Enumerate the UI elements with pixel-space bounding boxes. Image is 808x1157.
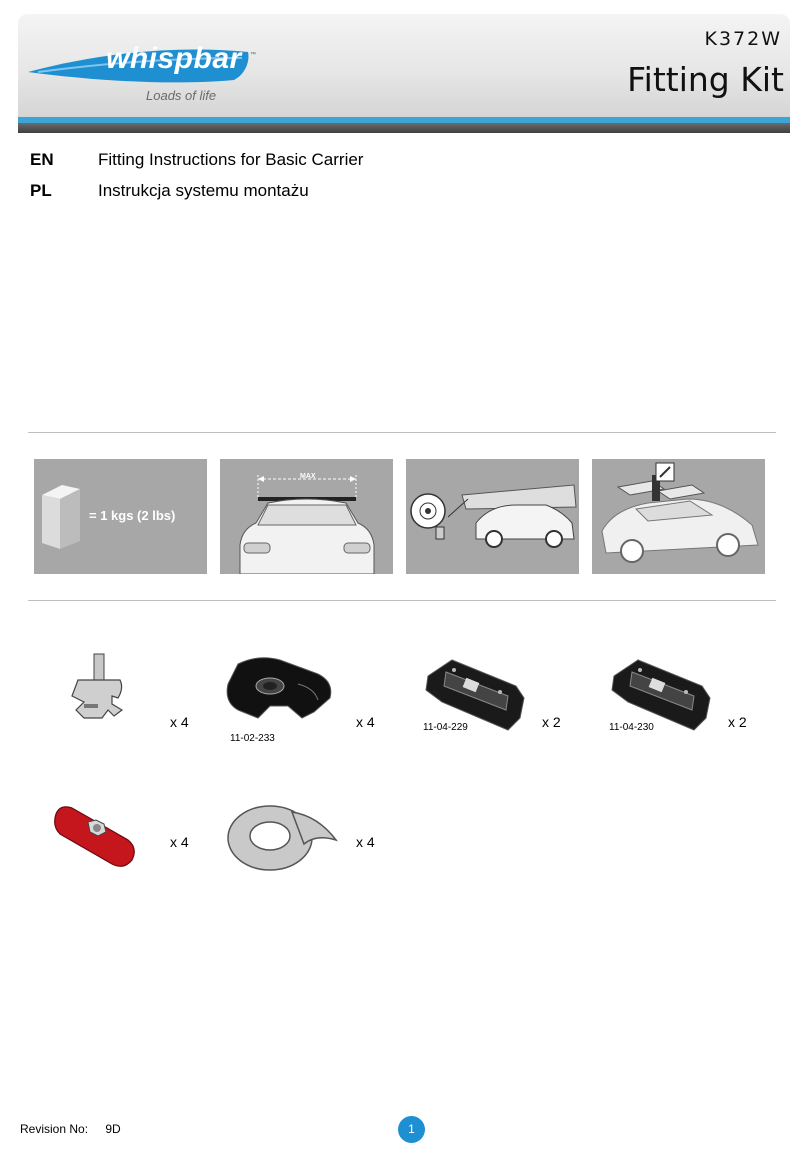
page-number: 1 xyxy=(398,1116,425,1143)
kit-title: Fitting Kit xyxy=(627,60,784,99)
divider xyxy=(28,600,776,601)
kit-code: K372W xyxy=(704,28,782,50)
roof-load-panel xyxy=(592,459,765,574)
language-code: PL xyxy=(30,181,52,200)
revision-info xyxy=(20,1122,121,1136)
car-roof-load-icon xyxy=(592,459,765,574)
part-qty: x 4 xyxy=(170,834,189,850)
weight-panel xyxy=(34,459,207,574)
part-number: 11-02-233 xyxy=(230,733,275,744)
weight-label: = 1 kgs (2 lbs) xyxy=(89,508,176,523)
brand-wordmark: whispbar xyxy=(106,42,242,75)
part-qty: x 2 xyxy=(542,714,561,730)
part-number: 11-04-230 xyxy=(609,722,654,733)
car-front-icon xyxy=(220,459,393,574)
part-qty: x 4 xyxy=(170,714,189,730)
revision-value: 9D xyxy=(105,1122,121,1136)
max-label: MAX xyxy=(300,473,316,480)
red-cover-nut-icon xyxy=(50,800,140,872)
washer-tab-icon xyxy=(222,800,346,876)
brand-tagline: Loads of life xyxy=(146,88,217,103)
part-number: 11-04-229 xyxy=(423,722,468,733)
car-load-strap-icon xyxy=(406,459,579,574)
language-code: EN xyxy=(30,150,54,169)
language-title: Instrukcja systemu montażu xyxy=(98,181,309,200)
header-banner xyxy=(18,14,790,120)
divider xyxy=(28,432,776,433)
bar-span-panel xyxy=(220,459,393,574)
header-band-dark xyxy=(18,123,790,133)
language-title: Fitting Instructions for Basic Carrier xyxy=(98,150,364,169)
tie-down-panel xyxy=(406,459,579,574)
part-qty: x 2 xyxy=(728,714,747,730)
trademark-mark: ™ xyxy=(250,52,256,58)
clamp-bracket-icon xyxy=(218,654,342,734)
part-qty: x 4 xyxy=(356,714,375,730)
key-icon xyxy=(64,652,134,742)
revision-label: Revision No: xyxy=(20,1122,89,1136)
part-qty: x 4 xyxy=(356,834,375,850)
